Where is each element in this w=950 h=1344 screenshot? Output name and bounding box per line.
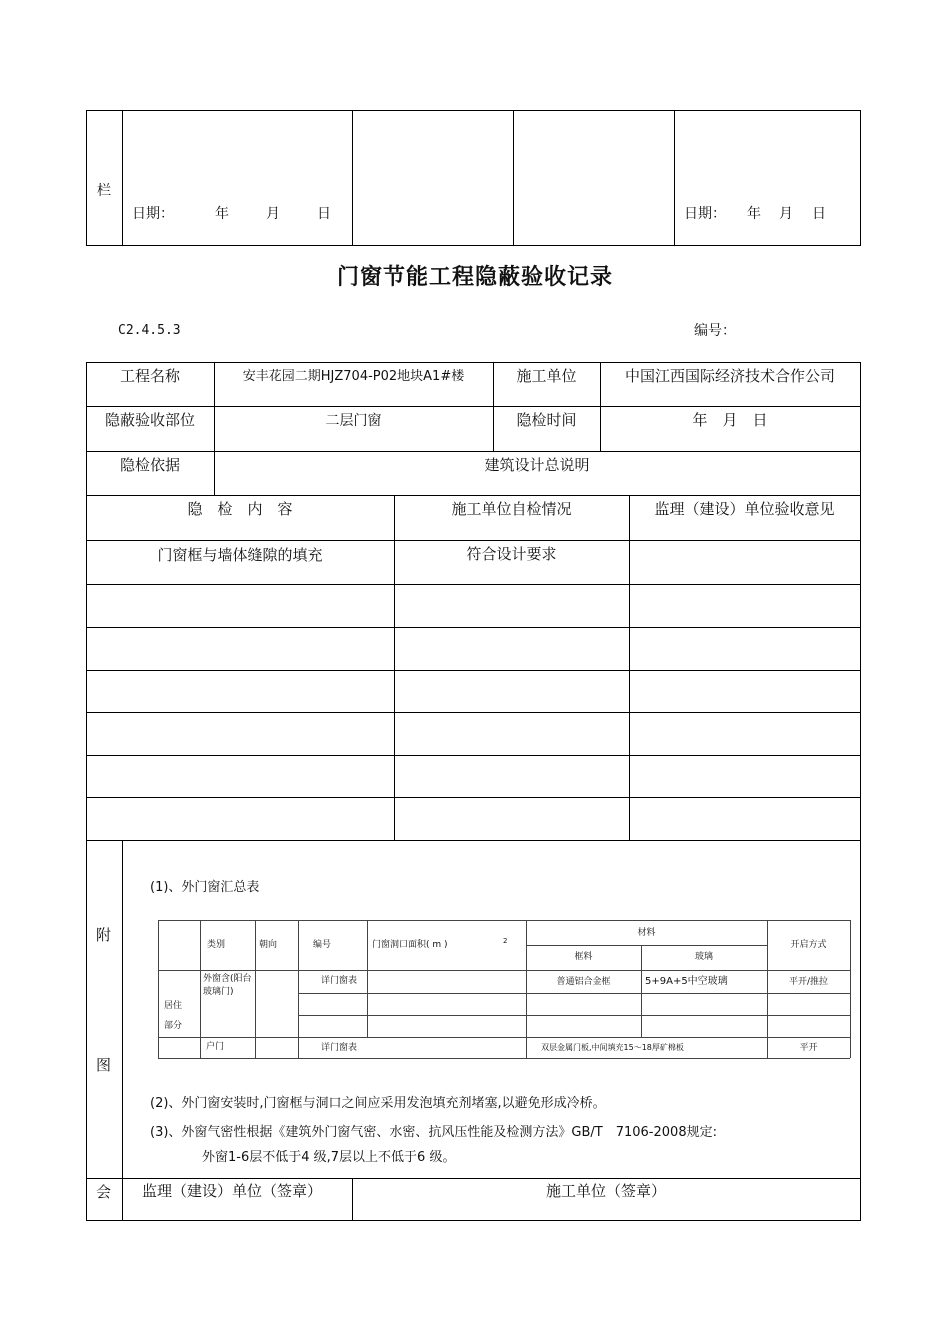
th-type: 类别 — [207, 940, 226, 950]
attachment-side-label-2: 图 — [96, 1056, 112, 1074]
inspection-row-1-content: 门窗框与墙体缝隙的填充 — [157, 546, 323, 564]
top-side-label: 栏 — [97, 183, 111, 199]
door-number: 详门窗表 — [321, 1043, 358, 1053]
project-name-value: 安丰花园二期HJZ704-P02地块A1#楼 — [242, 369, 465, 384]
date-right-day: 日 — [812, 206, 826, 222]
attachment-item-3-line-2: 外窗1-6层不低于4 级,7层以上不低于6 级。 — [202, 1150, 456, 1165]
inspection-row-1-self-check: 符合设计要求 — [466, 545, 557, 563]
form-code: C2.4.5.3 — [118, 323, 181, 338]
time-label: 隐检时间 — [516, 411, 577, 429]
part-label: 隐蔽验收部位 — [104, 411, 195, 429]
date-left-year: 年 — [215, 206, 229, 222]
constructor-sign-label: 施工单位（签章） — [545, 1182, 666, 1200]
header-self-check: 施工单位自检情况 — [451, 500, 572, 518]
attachment-item-3-line-1: (3)、外窗气密性根据《建筑外门窗气密、水密、抗风压性能及检测方法》GB/T 7106-2008规定: — [150, 1125, 717, 1140]
attachment-item-1: (1)、外门窗汇总表 — [150, 880, 260, 895]
attachment-item-2: (2)、外门窗安装时,门窗框与洞口之间应采用发泡填充剂堵塞,以避免形成冷桥。 — [150, 1096, 606, 1111]
door-label: 户门 — [206, 1042, 225, 1052]
th-glass: 玻璃 — [694, 952, 713, 962]
supervisor-sign-label: 监理（建设）单位（签章） — [142, 1182, 323, 1200]
door-opening: 平开 — [799, 1043, 818, 1053]
th-area: 门窗洞口面积( m ) — [372, 940, 448, 950]
page-title: 门窗节能工程隐蔽验收记录 — [336, 264, 613, 290]
window-number: 详门窗表 — [321, 976, 358, 986]
door-material: 双层金属门板,中间填充15～18厚矿棉板 — [541, 1043, 684, 1052]
header-content: 隐 检 内 容 — [187, 500, 293, 518]
basis-label: 隐检依据 — [119, 456, 180, 474]
sign-side-label: 会 — [96, 1183, 112, 1201]
part-value: 二层门窗 — [325, 413, 382, 429]
th-area-superscript: 2 — [503, 937, 508, 945]
project-name-label: 工程名称 — [119, 367, 180, 385]
header-supervisor-opinion: 监理（建设）单位验收意见 — [654, 500, 835, 518]
basis-value: 建筑设计总说明 — [484, 456, 590, 474]
window-frame: 普通铝合金框 — [556, 977, 611, 987]
th-orientation: 朝向 — [259, 940, 278, 950]
time-value: 年 月 日 — [692, 411, 768, 429]
th-frame: 框料 — [574, 952, 593, 962]
date-right-label: 日期： — [684, 206, 726, 222]
serial-label: 编号： — [694, 323, 736, 339]
group-label: 居住部分 — [164, 1001, 183, 1031]
window-opening: 平开/推拉 — [788, 977, 829, 987]
window-glass: 5+9A+5中空玻璃 — [645, 976, 728, 987]
th-opening: 开启方式 — [790, 940, 827, 950]
th-number: 编号 — [313, 940, 332, 950]
date-left-day: 日 — [317, 206, 331, 222]
window-label: 外窗含(阳台玻璃门) — [203, 974, 252, 997]
date-left-month: 月 — [266, 206, 280, 222]
constructor-value: 中国江西国际经济技术合作公司 — [624, 367, 835, 385]
date-right-year: 年 — [747, 206, 761, 222]
date-left-label: 日期： — [132, 206, 174, 222]
date-right-month: 月 — [779, 206, 793, 222]
attachment-side-label-1: 附 — [96, 926, 112, 944]
constructor-label: 施工单位 — [516, 367, 577, 385]
th-material: 材料 — [637, 928, 656, 938]
